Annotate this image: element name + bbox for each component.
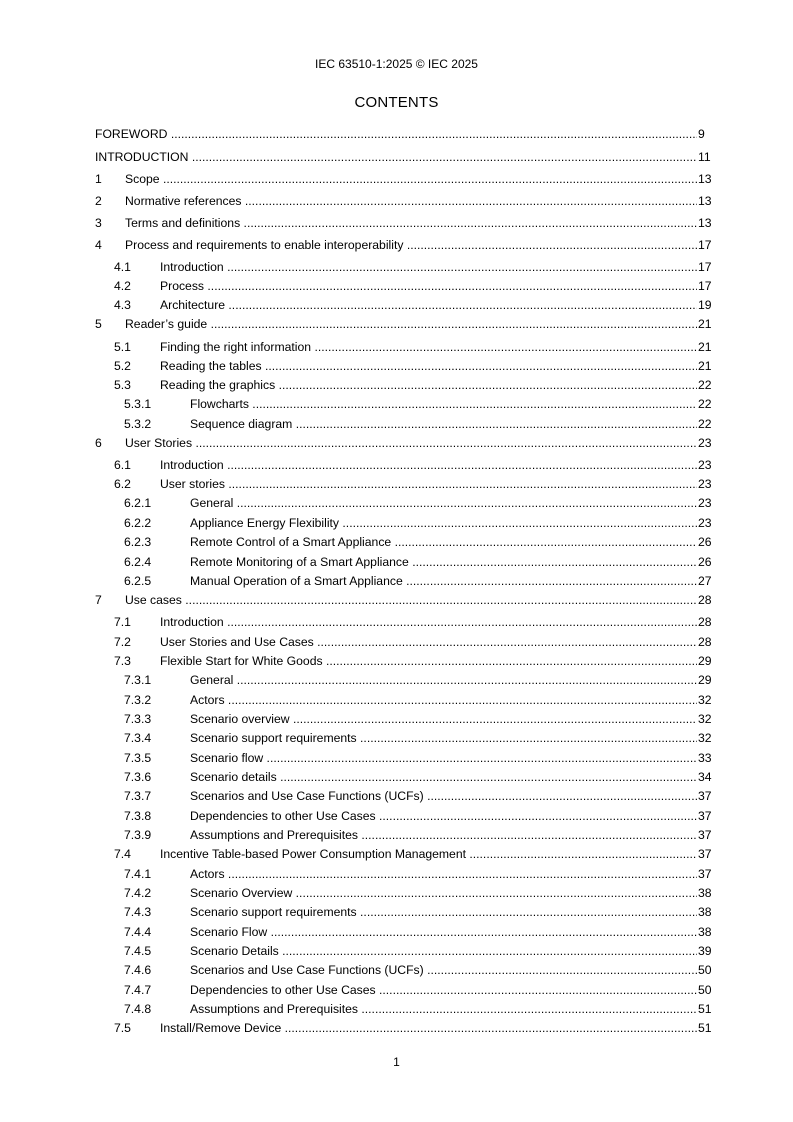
toc-entry-label: Actors ..... — [190, 693, 697, 708]
toc-entry[interactable] — [0, 359, 793, 374]
toc-entry-number: 4.2 — [114, 279, 131, 293]
toc-entry-number: 7 — [95, 593, 102, 607]
toc-entry-label: Remote Control of a Smart Appliance ..... — [190, 535, 697, 550]
toc-entry-number: 1 — [95, 172, 102, 186]
toc-entry-label: Scenario support requirements ..... — [190, 731, 697, 746]
toc-entry-label: Install/Remove Device ..... — [160, 1021, 697, 1036]
toc-entry-page: 13 — [697, 172, 728, 187]
toc-entry-label: Scenarios and Use Case Functions (UCFs) ..... — [190, 789, 697, 804]
toc-entry[interactable] — [0, 905, 793, 920]
toc-entry-page: 26 — [697, 555, 728, 570]
toc-entry-number: 6.2.2 — [124, 516, 152, 530]
toc-entry-label: FOREWORD ..... — [95, 127, 697, 142]
toc-entry-label: Normative references ..... — [125, 194, 697, 209]
toc-entry-page: 17 — [697, 238, 728, 253]
toc-entry-number: 7.3.3 — [124, 712, 152, 726]
toc-entry-page: 50 — [697, 963, 728, 978]
toc-entry-number: 7.4.2 — [124, 886, 152, 900]
toc-entry-page: 34 — [697, 770, 728, 785]
toc-entry-label: Introduction ..... — [160, 615, 697, 630]
toc-entry-page: 17 — [697, 260, 728, 275]
toc-entry[interactable] — [0, 886, 793, 901]
toc-entry-label: Scenario flow ..... — [190, 751, 697, 766]
toc-entry-page: 51 — [697, 1021, 728, 1036]
toc-entry-page: 39 — [697, 944, 728, 959]
toc-entry-page: 37 — [697, 828, 728, 843]
toc-entry[interactable] — [0, 983, 793, 998]
toc-entry-page: 23 — [697, 458, 728, 473]
toc-entry-number: 4 — [95, 238, 102, 252]
toc-entry-number: 7.4.8 — [124, 1002, 152, 1016]
toc-entry-number: 5.2 — [114, 359, 131, 373]
toc-entry[interactable] — [0, 963, 793, 978]
toc-entry-label: INTRODUCTION ..... — [95, 150, 697, 165]
toc-entry-label: Scope ..... — [125, 172, 697, 187]
toc-entry[interactable] — [0, 867, 793, 882]
toc-entry-page: 29 — [697, 673, 728, 688]
toc-entry-number: 7.4.1 — [124, 867, 152, 881]
toc-entry[interactable] — [0, 238, 793, 253]
toc-entry[interactable] — [0, 944, 793, 959]
toc-entry-page: 21 — [697, 359, 728, 374]
toc-entry-page: 37 — [697, 847, 728, 862]
toc-entry-number: 6 — [95, 436, 102, 450]
toc-entry-label: Process ..... — [160, 279, 697, 294]
toc-entry-number: 7.3.5 — [124, 751, 152, 765]
toc-entry-number: 6.2.5 — [124, 574, 152, 588]
toc-entry-number: 5.3.2 — [124, 417, 152, 431]
toc-entry-page: 19 — [697, 298, 728, 313]
toc-entry-number: 7.4.3 — [124, 905, 152, 919]
toc-entry-number: 5 — [95, 317, 102, 331]
toc-entry[interactable] — [0, 436, 793, 451]
toc-entry[interactable] — [0, 340, 793, 355]
toc-entry-number: 7.4.6 — [124, 963, 152, 977]
toc-entry[interactable] — [0, 673, 793, 688]
toc-entry-page: 22 — [697, 417, 728, 432]
toc-entry[interactable] — [0, 635, 793, 650]
toc-entry[interactable] — [0, 150, 793, 165]
toc-entry-number: 2 — [95, 194, 102, 208]
toc-entry-label: Assumptions and Prerequisites ..... — [190, 1002, 697, 1017]
toc-entry[interactable] — [0, 477, 793, 492]
toc-entry-number: 7.4.5 — [124, 944, 152, 958]
toc-entry-label: Actors ..... — [190, 867, 697, 882]
toc-entry-number: 6.2.3 — [124, 535, 152, 549]
toc-entry-page: 22 — [697, 378, 728, 393]
toc-entry[interactable] — [0, 298, 793, 313]
toc-entry-number: 7.3.7 — [124, 789, 152, 803]
toc-entry-page: 33 — [697, 751, 728, 766]
toc-entry-page: 26 — [697, 535, 728, 550]
toc-entry-page: 51 — [697, 1002, 728, 1017]
toc-entry[interactable] — [0, 770, 793, 785]
toc-entry-number: 3 — [95, 216, 102, 230]
toc-entry[interactable] — [0, 172, 793, 187]
toc-entry-label: Sequence diagram ..... — [190, 417, 697, 432]
toc-entry-number: 7.1 — [114, 615, 131, 629]
toc-entry-number: 6.2.4 — [124, 555, 152, 569]
toc-entry-page: 38 — [697, 886, 728, 901]
toc-entry-page: 11 — [697, 150, 728, 165]
toc-entry[interactable] — [0, 458, 793, 473]
toc-entry-number: 7.2 — [114, 635, 131, 649]
page-number: 1 — [393, 1055, 400, 1069]
toc-entry-page: 23 — [697, 477, 728, 492]
toc-entry-page: 23 — [697, 496, 728, 511]
toc-entry-label: Manual Operation of a Smart Appliance ..... — [190, 574, 697, 589]
toc-entry-number: 7.3.8 — [124, 809, 152, 823]
toc-entry-number: 7.3.2 — [124, 693, 152, 707]
toc-entry[interactable] — [0, 1021, 793, 1036]
toc-entry-label: Remote Monitoring of a Smart Appliance ..... — [190, 555, 697, 570]
toc-entry[interactable] — [0, 615, 793, 630]
toc-entry[interactable] — [0, 516, 793, 531]
toc-entry-number: 6.2 — [114, 477, 131, 491]
toc-entry[interactable] — [0, 789, 793, 804]
toc-entry[interactable] — [0, 279, 793, 294]
toc-entry-label: Introduction ..... — [160, 458, 697, 473]
toc-entry-label: User stories ..... — [160, 477, 697, 492]
toc-entry-number: 4.1 — [114, 260, 131, 274]
toc-entry[interactable] — [0, 847, 793, 862]
toc-entry-label: Process and requirements to enable interoperability ..... — [125, 238, 697, 253]
toc-entry-page: 22 — [697, 397, 728, 412]
toc-entry[interactable] — [0, 555, 793, 570]
toc-entry-label: Finding the right information ..... — [160, 340, 697, 355]
toc-entry[interactable] — [0, 378, 793, 393]
toc-entry-label: Reading the graphics ..... — [160, 378, 697, 393]
toc-entry[interactable] — [0, 731, 793, 746]
toc-entry-number: 7.3.6 — [124, 770, 152, 784]
toc-entry-page: 50 — [697, 983, 728, 998]
document-header: IEC 63510-1:2025 © IEC 2025 — [315, 57, 478, 71]
toc-entry-number: 5.3 — [114, 378, 131, 392]
toc-entry-label: Scenario Details ..... — [190, 944, 697, 959]
toc-entry-label: Reader’s guide ..... — [125, 317, 697, 332]
toc-entry-label: Flowcharts ..... — [190, 397, 697, 412]
toc-entry[interactable] — [0, 417, 793, 432]
toc-entry-label: Dependencies to other Use Cases ..... — [190, 983, 697, 998]
toc-entry-page: 38 — [697, 905, 728, 920]
toc-entry[interactable] — [0, 574, 793, 589]
toc-entry-label: User Stories and Use Cases ..... — [160, 635, 697, 650]
toc-entry[interactable] — [0, 1002, 793, 1017]
toc-entry[interactable] — [0, 260, 793, 275]
toc-entry-page: 28 — [697, 635, 728, 650]
toc-entry-number: 7.4.7 — [124, 983, 152, 997]
toc-entry-label: Scenario support requirements ..... — [190, 905, 697, 920]
toc-entry-label: Architecture ..... — [160, 298, 697, 313]
toc-entry-label: General ..... — [190, 673, 697, 688]
toc-entry-number: 7.4.4 — [124, 925, 152, 939]
toc-entry-page: 28 — [697, 593, 728, 608]
toc-entry[interactable] — [0, 593, 793, 608]
toc-entry-label: Assumptions and Prerequisites ..... — [190, 828, 697, 843]
toc-entry[interactable] — [0, 751, 793, 766]
toc-entry-label: Scenarios and Use Case Functions (UCFs) ..... — [190, 963, 697, 978]
toc-entry[interactable] — [0, 693, 793, 708]
toc-entry-number: 6.1 — [114, 458, 131, 472]
toc-entry-page: 37 — [697, 789, 728, 804]
toc-entry-label: Reading the tables ..... — [160, 359, 697, 374]
toc-entry[interactable] — [0, 496, 793, 511]
toc-entry-page: 27 — [697, 574, 728, 589]
toc-entry-number: 7.3.4 — [124, 731, 152, 745]
toc-entry[interactable] — [0, 127, 793, 142]
toc-entry-page: 13 — [697, 216, 728, 231]
toc-entry-label: Scenario Flow ..... — [190, 925, 697, 940]
toc-entry-page: 9 — [697, 127, 728, 142]
toc-entry-page: 21 — [697, 317, 728, 332]
toc-entry-label: Use cases ..... — [125, 593, 697, 608]
toc-entry-page: 32 — [697, 693, 728, 708]
toc-entry[interactable] — [0, 535, 793, 550]
toc-entry-page: 38 — [697, 925, 728, 940]
toc-entry[interactable] — [0, 654, 793, 669]
toc-entry-number: 5.1 — [114, 340, 131, 354]
toc-entry-page: 32 — [697, 731, 728, 746]
toc-entry-label: Scenario details ..... — [190, 770, 697, 785]
toc-entry-number: 7.3.9 — [124, 828, 152, 842]
toc-entry-page: 29 — [697, 654, 728, 669]
toc-entry-label: Scenario overview ..... — [190, 712, 697, 727]
toc-entry[interactable] — [0, 317, 793, 332]
toc-entry[interactable] — [0, 809, 793, 824]
toc-entry-page: 13 — [697, 194, 728, 209]
toc-entry-page: 21 — [697, 340, 728, 355]
toc-entry-page: 32 — [697, 712, 728, 727]
toc-entry[interactable] — [0, 925, 793, 940]
toc-entry-number: 7.3 — [114, 654, 131, 668]
toc-entry-label: General ..... — [190, 496, 697, 511]
toc-entry-label: User Stories ..... — [125, 436, 697, 451]
toc-entry-label: Flexible Start for White Goods ..... — [160, 654, 697, 669]
toc-entry-label: Incentive Table-based Power Consumption Management ..... — [160, 847, 697, 862]
toc-entry-page: 23 — [697, 436, 728, 451]
toc-entry-page: 23 — [697, 516, 728, 531]
toc-entry[interactable] — [0, 712, 793, 727]
toc-entry-number: 7.5 — [114, 1021, 131, 1035]
toc-entry-number: 5.3.1 — [124, 397, 152, 411]
toc-entry[interactable] — [0, 216, 793, 231]
toc-entry-number: 7.3.1 — [124, 673, 152, 687]
toc-entry[interactable] — [0, 397, 793, 412]
toc-entry-number: 7.4 — [114, 847, 131, 861]
toc-entry-label: Introduction ..... — [160, 260, 697, 275]
toc-entry-number: 4.3 — [114, 298, 131, 312]
toc-entry-page: 17 — [697, 279, 728, 294]
toc-entry-label: Terms and definitions ..... — [125, 216, 697, 231]
toc-entry[interactable] — [0, 194, 793, 209]
page-title: CONTENTS — [354, 94, 439, 111]
toc-entry[interactable] — [0, 828, 793, 843]
toc-entry-label: Scenario Overview ..... — [190, 886, 697, 901]
toc-entry-page: 37 — [697, 809, 728, 824]
toc-entry-number: 6.2.1 — [124, 496, 152, 510]
toc-entry-page: 28 — [697, 615, 728, 630]
toc-entry-label: Dependencies to other Use Cases ..... — [190, 809, 697, 824]
toc-entry-page: 37 — [697, 867, 728, 882]
toc-entry-label: Appliance Energy Flexibility ..... — [190, 516, 697, 531]
